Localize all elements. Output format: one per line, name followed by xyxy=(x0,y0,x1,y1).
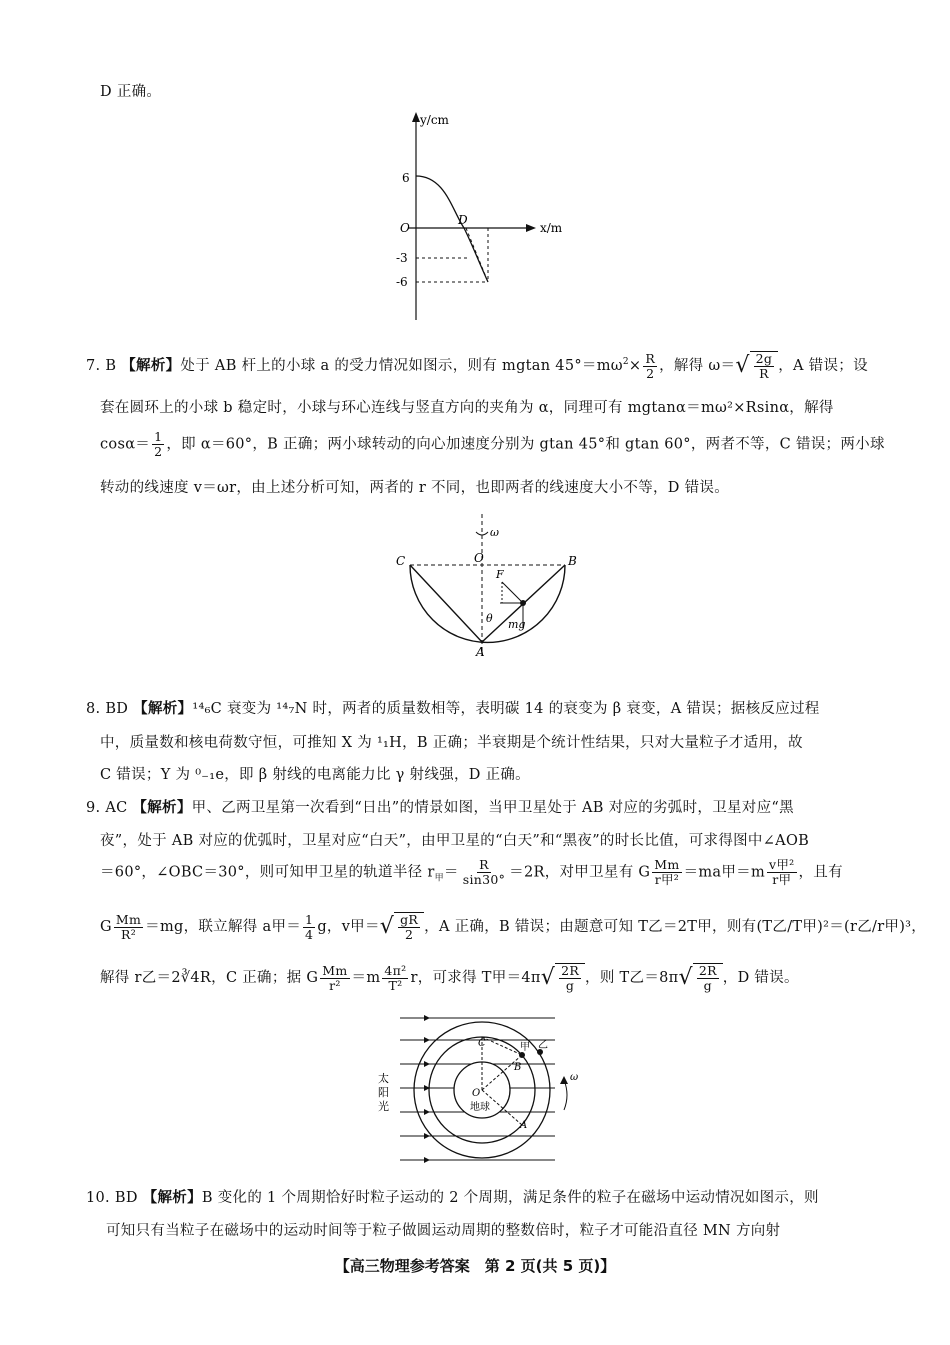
point-b-label: B xyxy=(514,1062,522,1073)
origin-label: O xyxy=(400,221,410,235)
q7-line-4: 转动的线速度 v＝ωr，由上述分析可知，两者的 r 不同，也即两者的线速度大小不等，D 错误。 xyxy=(100,480,730,496)
sun-label-3: 光 xyxy=(378,1100,389,1113)
q7-text-1c: ，解得 ω＝ xyxy=(659,358,736,374)
sun-label-1: 太 xyxy=(378,1072,389,1085)
satellite-jia-label: 甲 xyxy=(520,1042,530,1053)
theta-label: θ xyxy=(486,612,493,625)
tick-neg6: -6 xyxy=(396,275,408,289)
q9-line-4: G $\frac{Mm}{\text{R²}}$ ＝mg，联立解得 a甲＝ $\frac{1}{4}$ g，v甲＝ √ $\frac{gR}{2}$ ，A 正确，B 错误；由题意可知 T乙＝2T甲，则有(T乙/T甲)²＝(r乙/r甲)³， xyxy=(100,911,927,942)
fraction-r-over-2: $\frac{R}{2}$ xyxy=(645,350,656,381)
earth-label: 地球 xyxy=(470,1102,490,1113)
q7-text-1a: 处于 AB 杆上的小球 a 的受力情况如图示，则有 mgtan 45°＝mω xyxy=(180,358,623,374)
satellite-yi-label: 乙 xyxy=(538,1040,548,1051)
tick-neg3: -3 xyxy=(396,251,408,265)
omega-label: ω xyxy=(570,1072,579,1083)
q7-analysis-tag: 【解析】 xyxy=(121,358,181,374)
q10-line-1: 10. BD 【解析】B 变化的 1 个周期恰好时粒子运动的 2 个周期，满足条件的粒子在磁场中运动情况如图示，则 xyxy=(86,1190,819,1206)
q10-line-2: 可知只有当粒子在磁场中的运动时间等于粒子做圆运动周期的整数倍时，粒子才可能沿直径 MN 方向射 xyxy=(106,1223,781,1239)
point-a-label: A xyxy=(476,645,485,659)
q9-line-2: 夜”，处于 AB 对应的优弧时，卫星对应“白天”，由甲卫星的“白天”和“黑夜”的时长比值，可求得图中∠AOB xyxy=(100,833,810,849)
q8-line-2: 中，质量数和核电荷数守恒，可推知 X 为 ¹₁H，B 正确；半衰期是个统计性结果，只对大量粒子才适用，故 xyxy=(100,735,803,751)
point-a-label: A xyxy=(520,1120,528,1131)
q10-analysis-tag: 【解析】 xyxy=(142,1190,202,1206)
normal-force-label: F xyxy=(496,568,504,581)
page-footer: 【高三物理参考答案 第 2 页(共 5 页)】 xyxy=(334,1257,616,1275)
q8-line-3: C 错误；Y 为 ⁰₋₁e，即 β 射线的电离能力比 γ 射线强，D 正确。 xyxy=(100,767,530,783)
center-o-label: O xyxy=(474,551,484,565)
q7-line-3: cosα＝ $\frac{1}{2}$ ，即 α＝60°，B 正确；两小球转动的向心加速度分别为 gtan 45°和 gtan 60°，两者不等，C 错误；两小球 xyxy=(100,429,885,459)
y-axis-label: y/cm xyxy=(420,113,449,127)
gravity-label: mg xyxy=(508,618,526,631)
q8-line-1: 8. BD 【解析】¹⁴₆C 衰变为 ¹⁴₇N 时，两者的质量数相等，表明碳 14 的衰变为 β 衰变，A 错误；据核反应过程 xyxy=(86,701,820,717)
sqrt-2g-over-r: √ $\frac{2g}{R}$ xyxy=(735,351,778,381)
q8-analysis-tag: 【解析】 xyxy=(133,701,193,717)
point-d-label: D xyxy=(458,213,468,227)
wave-graph-figure xyxy=(390,110,563,330)
line-d-correct: D 正确。 xyxy=(100,84,162,100)
omega-label: ω xyxy=(490,526,499,539)
satellite-orbit-figure xyxy=(370,1010,590,1170)
q9-line-5: 解得 r乙＝2∛4R，C 正确；据 G $\frac{Mm}{\text{r²}}$ ＝m $\frac{\text{4π²}}{\text{T²}}$ r，可求得 T甲＝4π √ $\frac{2R}{g}$ ，则 T乙＝8π √ $\frac{2R}{g}$ ，D 错误。 xyxy=(100,962,799,993)
x-axis-label: x/m xyxy=(540,221,563,235)
q7-line-1: 7. B 【解析】处于 AB 杆上的小球 a 的受力情况如图示，则有 mgtan $45^\circ=m\omega^2\times$ $\frac{R}{2}$ ，解得 ω＝ √ $\frac{2g}{R}$ ，A 错误；设 xyxy=(86,350,868,381)
q7-text-1b: × xyxy=(628,358,642,374)
fraction-1-over-2: $\frac{1}{2}$ xyxy=(154,429,163,459)
point-b-label: B xyxy=(568,554,577,568)
point-c-label: C xyxy=(478,1038,486,1049)
sun-label-2: 阳 xyxy=(378,1086,389,1099)
earth-center-label: O xyxy=(472,1088,481,1099)
q7-text-1d: ，A 错误；设 xyxy=(778,358,868,374)
q9-analysis-tag: 【解析】 xyxy=(132,800,192,816)
q9-line-1: 9. AC 【解析】甲、乙两卫星第一次看到“日出”的情景如图，当甲卫星处于 AB 对应的劣弧时，卫星对应“黑 xyxy=(86,800,794,816)
ring-rod-figure xyxy=(390,510,590,660)
point-c-label: C xyxy=(396,554,406,568)
tick-6: 6 xyxy=(402,171,410,185)
q9-line-3: ＝60°，∠OBC＝30°，则可知甲卫星的轨道半径 $r_甲=$ $\frac{R}{\sin 30^\circ}$ ＝2R，对甲卫星有 G $\frac{Mm}{\text{r甲²}}$ ＝ma甲＝m $\frac{\text{v甲²}}{\text{r甲}}$ ，且有 xyxy=(100,857,843,887)
q7-line-2: 套在圆环上的小球 b 稳定时，小球与环心连线与竖直方向的夹角为 α，同理可有 mgtanα＝mω²×Rsinα，解得 xyxy=(100,400,834,416)
q7-number: 7. B xyxy=(86,358,122,374)
